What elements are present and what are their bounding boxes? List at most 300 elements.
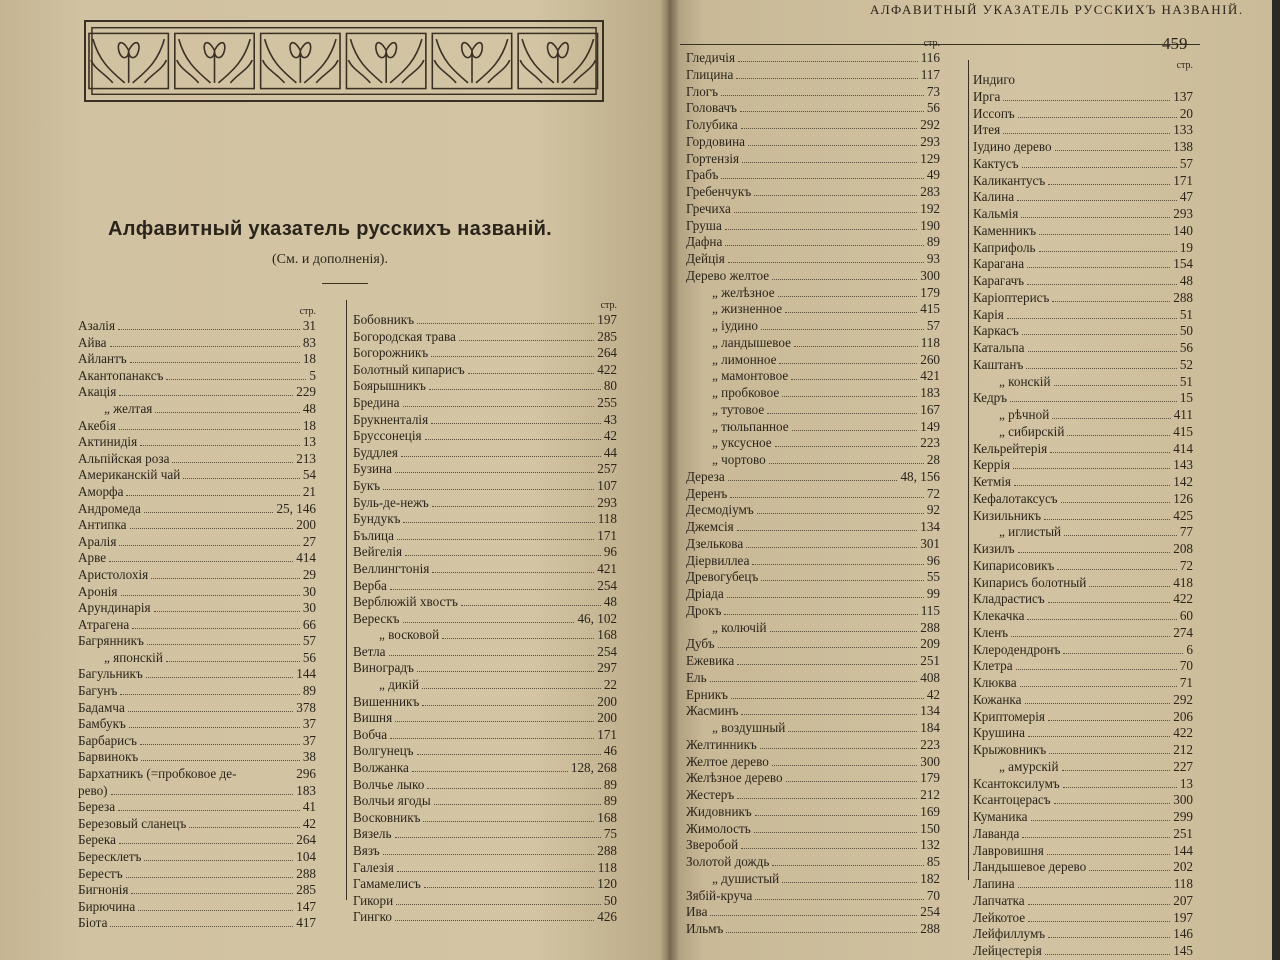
index-entry [78,517,316,534]
index-entry [686,352,940,369]
index-entry [973,859,1193,876]
index-entry [973,709,1193,726]
dot-leader [1050,452,1170,453]
index-entry [973,625,1193,642]
dot-leader [1022,334,1177,335]
dot-leader [1063,653,1183,654]
dot-leader [727,597,924,598]
entry-term: „ воздушный [712,720,786,735]
entry-page: 192 [920,200,940,216]
index-entry [686,837,940,854]
entry-term: Золотой дождь [686,854,770,869]
entry-term: Аморфа [78,483,124,499]
index-entry [78,749,316,766]
index-entry [686,368,940,385]
dot-leader [126,877,294,878]
dot-leader [1057,569,1176,570]
entry-term: Бузина [353,461,393,477]
running-head: АЛФАВИТНЫЙ УКАЗАТЕЛЬ РУССКИХЪ НАЗВАНІЙ. [870,2,1244,17]
index-entry [353,810,617,827]
entry-page: 71 [1179,675,1193,690]
index-entry [353,329,617,346]
entry-page: 48 [302,400,316,416]
entry-term: Багрянникъ [78,633,144,649]
index-entry [686,586,940,603]
entry-page: 143 [1173,457,1193,473]
entry-term: Арве [78,550,107,566]
dot-leader [120,694,300,695]
dot-leader [779,363,917,364]
entry-page: 208 [1173,541,1193,556]
dot-leader [427,788,600,789]
index-entry [686,821,940,838]
index-entry [973,457,1193,474]
entry-term: Керрія [973,457,1011,473]
entry-page: 197 [1173,909,1193,925]
entry-page: 80 [603,378,617,394]
index-entry [686,50,940,67]
dot-leader [1045,954,1170,955]
book-gutter [660,0,680,960]
entry-term: Гордовина [686,133,745,149]
dot-leader [1048,184,1170,185]
entry-term: „ чортово [712,452,766,467]
entry-term: „ ландышевое [712,334,791,350]
dot-leader [710,681,918,682]
entry-page: 29 [302,566,316,582]
index-entry [973,106,1193,123]
dot-leader [118,810,300,811]
entry-term: Ерникъ [686,686,728,702]
entry-page: 264 [597,345,617,361]
entry-term: Ирга [973,88,1001,104]
dot-leader [151,578,300,579]
dot-leader [1049,753,1170,754]
entry-term: Акація [78,384,117,400]
index-entry [686,318,940,335]
entry-page: 254 [920,904,940,920]
dot-leader [1021,217,1170,218]
index-entry [973,658,1193,675]
dot-leader [718,647,918,648]
index-entry [686,787,940,804]
entry-term: Кактусъ [973,155,1019,171]
dot-leader [1064,535,1177,536]
entry-term: Джемсія [686,519,734,534]
entry-page: 200 [597,693,617,709]
dot-leader [1054,385,1177,386]
entry-page: 118 [597,859,617,875]
entry-page: 154 [1173,256,1193,272]
entry-page: 48 [1179,273,1193,288]
entry-term: Американскій чай [78,467,181,483]
index-entry [353,710,617,727]
dot-leader [1003,100,1170,101]
entry-page: 227 [1173,758,1193,774]
entry-term: Кипарисовикъ [973,557,1055,573]
entry-term: Вейгелія [353,544,403,560]
dot-leader [183,478,300,479]
dot-leader [1044,519,1170,520]
entry-term: Богородская трава [353,328,456,344]
entry-term: Бадамча [78,699,125,715]
dot-leader [1062,770,1171,771]
index-entry [973,776,1193,793]
dot-leader [138,910,293,911]
entry-term: Катальпа [973,340,1025,355]
entry-page: 85 [926,854,940,869]
index-entry [686,268,940,285]
index-entry [78,501,316,518]
entry-term: Дафна [686,234,723,250]
dot-leader [429,389,601,390]
entry-page: 70 [1179,658,1193,674]
entry-page: 212 [920,787,940,802]
entry-page: 421 [597,560,617,576]
entry-term: Буддлея [353,444,398,460]
dot-leader [432,572,594,573]
entry-term: „ пробковое [712,385,780,400]
entry-page: 183 [920,385,940,400]
entry-term: Ксантоцерасъ [973,792,1051,808]
entry-page: 50 [603,892,617,908]
entry-page: 229 [296,384,316,400]
entry-page: 51 [1179,373,1193,389]
entry-page: 197 [597,312,617,327]
entry-term: Верескъ [353,610,400,626]
dot-leader [725,245,924,246]
entry-page: 118 [597,511,617,527]
index-entry [973,122,1193,139]
entry-page: 118 [920,334,940,350]
index-entry [686,854,940,871]
entry-page: 140 [1173,222,1193,238]
index-entry [973,223,1193,240]
index-entry [78,384,316,401]
entry-page: 5 [309,367,316,383]
entry-term: „ желѣзное [712,284,775,300]
entry-term: Гамамелисъ [353,876,421,892]
entry-term: Кетмія [973,474,1011,489]
index-entry [78,666,316,683]
entry-page: 19 [1179,239,1193,255]
entry-page: 20 [1179,105,1193,121]
dot-leader [1014,485,1170,486]
index-entry [353,345,617,362]
entry-term: Грабъ [686,167,719,183]
index-entry [353,843,617,860]
index-entry [353,644,617,661]
entry-page: 28 [926,452,940,467]
entry-page: 132 [920,837,940,853]
index-entry [78,783,316,800]
dot-leader [431,356,594,357]
entry-page: 425 [1173,507,1193,523]
index-entry [78,716,316,733]
entry-term: Арундинарія [78,600,151,616]
entry-page: 147 [296,898,316,914]
entry-page: 301 [920,535,940,551]
entry-term: Лапчатка [973,892,1025,908]
entry-page: 42 [926,686,940,702]
entry-term: Біота [78,915,108,931]
entry-page: 422 [1173,591,1193,607]
entry-page: 171 [597,726,617,742]
entry-term: „ желтая [104,400,153,416]
dot-leader [1016,669,1177,670]
entry-page: 115 [920,602,940,618]
entry-page: 37 [302,716,316,732]
dot-leader [1048,937,1170,938]
index-column-d [968,60,1193,958]
entry-page: 254 [597,577,617,593]
dot-leader [1039,251,1177,252]
entry-term: Галезія [353,859,394,875]
entry-term: Буль-де-нежъ [353,494,429,510]
entry-term: Груша [686,217,722,233]
entry-term: Акантопанаксъ [78,367,164,383]
entry-page: 260 [920,351,940,367]
index-entry [686,720,940,737]
index-entry [973,876,1193,893]
index-entry [353,544,617,561]
entry-term: Клюква [973,675,1017,690]
entry-term: „ душистый [712,870,780,886]
index-entry [686,502,940,519]
entry-term: Бересклетъ [78,849,142,864]
dot-leader [1028,736,1170,737]
entry-term: Голубика [686,117,738,132]
entry-page: 13 [302,434,316,450]
index-entry [973,692,1193,709]
dot-leader [1055,150,1171,151]
entry-page: 128, 268 [570,760,617,776]
entry-page: 251 [920,653,940,668]
entry-term: Кипарисъ болотный [973,574,1087,590]
index-entry [353,611,617,628]
entry-page: 182 [920,870,940,886]
entry-term: Лавровишня [973,842,1044,858]
page-title: Алфавитный указатель русскихъ названій. [107,218,553,240]
entry-page: 133 [1173,122,1193,138]
entry-page: 56 [926,100,940,116]
index-entry [973,843,1193,860]
dot-leader [772,765,917,766]
dot-leader [412,771,568,772]
entry-page: 179 [920,284,940,300]
dot-leader [383,489,594,490]
index-entry [973,826,1193,843]
entry-page: 18 [302,417,316,433]
dot-leader [1048,602,1170,603]
dot-leader [395,920,594,921]
entry-term: Кожанка [973,691,1022,707]
dot-leader [422,688,601,689]
entry-page: 104 [296,849,316,864]
entry-page: 46 [603,743,617,759]
dot-leader [1022,837,1170,838]
index-entry [353,594,617,611]
index-entry [686,754,940,771]
entry-page: 22 [603,677,617,693]
entry-term: Гикори [353,892,394,908]
entry-page: 264 [296,832,316,848]
dot-leader [442,638,594,639]
index-entry [973,240,1193,257]
entry-page: 285 [597,328,617,344]
entry-term: Каменникъ [973,222,1037,238]
entry-page: 129 [920,150,940,166]
dot-leader [417,323,594,324]
entry-term: Иссопъ [973,105,1015,121]
dot-leader [785,312,917,313]
entry-page: 292 [1173,691,1193,707]
dot-leader [166,661,300,662]
index-entry [353,362,617,379]
index-entry [686,804,940,821]
entry-page: 31 [302,318,316,333]
entry-term: Боярышникъ [353,378,426,394]
dot-leader [130,362,300,363]
entry-term: „ колючій [712,619,767,635]
index-entry [686,536,940,553]
index-entry [353,727,617,744]
entry-page: 150 [920,820,940,836]
index-entry [686,569,940,586]
index-entry [353,395,617,412]
index-entry [686,737,940,754]
dot-leader [738,61,918,62]
index-entry [353,528,617,545]
index-entry [78,799,316,816]
dot-leader [459,340,594,341]
index-entry [686,218,940,235]
dot-leader [728,262,924,263]
index-entry [973,910,1193,927]
index-entry [686,301,940,318]
index-entry [973,139,1193,156]
dot-leader [794,346,918,347]
entry-term: Багульникъ [78,666,143,682]
dot-leader [724,614,917,615]
dot-leader [1007,318,1177,319]
entry-term: Дзелькова [686,535,744,551]
index-entry [973,474,1193,491]
index-entry [973,89,1193,106]
index-entry [973,541,1193,558]
entry-page: 144 [1173,842,1193,858]
index-entry [78,451,316,468]
entry-term: Волгунецъ [353,743,414,759]
dot-leader [119,429,300,430]
entry-page: 283 [920,184,940,199]
dot-leader [725,229,917,230]
entry-page: 184 [920,720,940,735]
index-entry [353,627,617,644]
dot-leader [1061,502,1171,503]
entry-page: 168 [597,809,617,825]
index-entry [353,495,617,512]
entry-term: Кедръ [973,390,1008,406]
entry-term: Діервиллеа [686,552,750,568]
index-column-b [346,300,617,925]
dot-leader [468,373,594,374]
index-entry [686,84,940,101]
dot-leader [741,128,918,129]
dot-leader [132,628,300,629]
dot-leader [1027,284,1177,285]
dot-leader [737,530,918,531]
dot-leader [144,512,274,513]
dot-leader [778,296,918,297]
page-number: 459 [1162,34,1188,53]
entry-page: 179 [920,770,940,786]
dot-leader [1013,468,1170,469]
entry-term: Бобовникъ [353,312,415,327]
entry-page: 89 [603,793,617,809]
index-entry [973,943,1193,960]
entry-page: 297 [597,660,617,676]
dot-leader [792,430,918,431]
index-entry [353,793,617,810]
entry-page: 167 [920,401,940,417]
dot-leader [782,396,917,397]
dot-leader [1022,167,1177,168]
index-entry [973,323,1193,340]
index-entry [973,575,1193,592]
index-entry [353,660,617,677]
entry-term: Жестеръ [686,787,735,802]
entry-term: Криптомерія [973,708,1045,724]
index-entry [353,694,617,711]
dot-leader [434,804,601,805]
index-entry [686,151,940,168]
entry-term: Аристолохія [78,566,149,582]
dot-leader [746,547,917,548]
entry-page: 293 [597,494,617,510]
entry-term: Гречиха [686,200,731,216]
entry-page: 285 [296,882,316,898]
entry-page: 288 [920,619,940,635]
index-entry [973,608,1193,625]
entry-page: 75 [603,826,617,842]
entry-page: 30 [302,600,316,616]
index-entry [686,653,940,670]
dot-leader [422,705,594,706]
entry-page: 206 [1173,708,1193,724]
entry-term: Каріоптерисъ [973,289,1050,305]
entry-term: Кладрастисъ [973,591,1045,607]
entry-page: 42 [302,815,316,831]
entry-term: Глогъ [686,83,719,99]
entry-term: Вязель [353,826,392,842]
entry-term: Вишенникъ [353,693,420,709]
entry-page: 300 [1173,792,1193,808]
entry-term: Крушина [973,725,1025,741]
index-entry [686,888,940,905]
entry-term: Бредина [353,394,400,410]
entry-term: Верблюжій хвостъ [353,594,458,610]
index-entry [973,407,1193,424]
entry-page: 21 [302,483,316,499]
index-entry [353,677,617,694]
entry-page: 83 [302,334,316,350]
entry-page: 48, 156 [900,468,940,484]
entry-term: „ іудино [712,318,758,333]
entry-term: Актинидія [78,434,138,450]
entry-page: 42 [603,428,617,444]
entry-page: 77 [1179,524,1193,540]
